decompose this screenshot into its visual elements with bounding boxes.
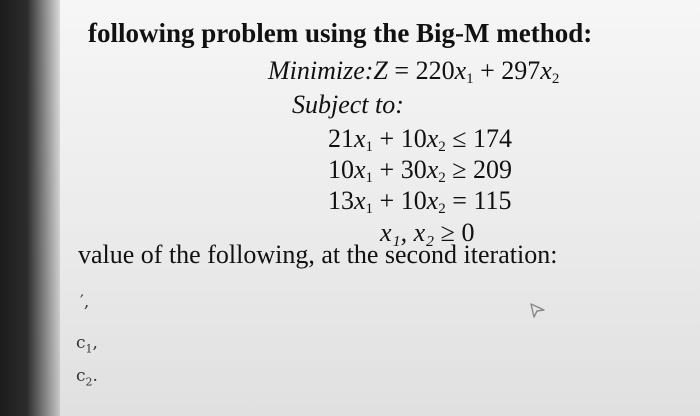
objective-coef-1: 220 <box>415 56 455 85</box>
list-item: $c_1$, <box>76 333 98 356</box>
list-item: $c_2$. <box>76 366 98 389</box>
objective-label: Minimize: <box>268 56 374 85</box>
constraint-3: $13x_1 + 10x_2 = 115$ <box>328 186 512 217</box>
problem-heading: following problem using the Big-M method: <box>88 18 593 48</box>
photo-edge-shadow <box>0 0 60 416</box>
objective-coef-2: 297 <box>501 56 541 85</box>
list-item: ′, <box>80 292 90 312</box>
objective-operator: + <box>480 56 495 85</box>
question-text: value of the following, at the second iteration: <box>78 240 558 269</box>
objective-relation: = <box>394 56 410 85</box>
constraint-2: $10x_1 + 30x_2 \ge 209$ <box>328 155 513 186</box>
pointer-cursor-icon <box>528 300 548 320</box>
objective-function: Minimize:Z = $220x_1 + 297x_2$ <box>268 56 560 87</box>
objective-variable: Z <box>373 56 388 85</box>
constraint-1: $21x_1 + 10x_2 \le 174$ <box>328 124 513 155</box>
subject-to-label: Subject to: <box>292 90 404 119</box>
nonnegativity-constraint: x₁, x₂ ≥ 0 <box>380 218 475 247</box>
